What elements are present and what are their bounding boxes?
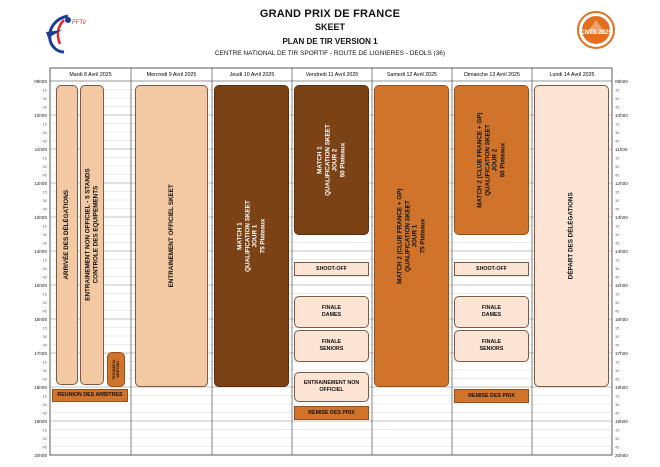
time-label-left: 45 — [42, 308, 47, 314]
time-label-right: 30 — [615, 299, 620, 305]
time-label-right: 15 — [615, 189, 620, 195]
time-label-left: 45 — [42, 274, 47, 280]
match1-day2-block — [294, 85, 369, 235]
time-label-right: 17h00 — [615, 350, 628, 356]
time-label-right: 45 — [615, 274, 620, 280]
time-label-left: 45 — [42, 172, 47, 178]
time-label-left: 10h00 — [34, 112, 47, 118]
time-label-left: 15 — [42, 393, 47, 399]
time-label-left: 11h00 — [34, 146, 47, 152]
time-label-right: 16h00 — [615, 316, 628, 322]
day-header: Mardi 8 Avril 2025 — [69, 72, 112, 78]
time-label-right: 18h00 — [615, 384, 628, 390]
time-label-left: 30 — [42, 435, 47, 441]
time-label-left: 14h00 — [34, 248, 47, 254]
time-label-left: 30 — [42, 401, 47, 407]
time-label-left: 16h00 — [34, 316, 47, 322]
awards-block-sun — [454, 389, 529, 403]
time-label-right: 15 — [615, 87, 620, 93]
match1-day1-block — [214, 85, 289, 387]
time-label-left: 19h00 — [34, 418, 47, 424]
departure-block — [534, 85, 609, 387]
time-label-left: 15h00 — [34, 282, 47, 288]
time-label-right: 45 — [615, 444, 620, 450]
shootoff-block-fri — [294, 262, 369, 276]
awards-block-fri — [294, 406, 369, 420]
referee-meeting-block — [52, 389, 128, 402]
time-label-left: 30 — [42, 197, 47, 203]
time-label-right: 30 — [615, 435, 620, 441]
time-label-right: 09h00 — [615, 78, 628, 84]
time-label-right: 12h00 — [615, 180, 628, 186]
block-label: SHOOT-OFF — [476, 265, 507, 272]
time-label-left: 30 — [42, 333, 47, 339]
day-header: Jeudi 10 Avril 2025 — [229, 72, 275, 78]
time-label-left: 20h00 — [34, 452, 47, 458]
block-label: MATCH 2 (CLUB FRANCE + GP) QUALIFICATION SKEET JOUR 1 75 Plateaux — [396, 188, 427, 284]
day-header: Vendredi 11 Avril 2025 — [305, 72, 359, 78]
time-label-right: 15 — [615, 393, 620, 399]
time-label-right: 30 — [615, 333, 620, 339]
time-label-left: 15 — [42, 257, 47, 263]
time-label-right: 45 — [615, 138, 620, 144]
time-label-right: 30 — [615, 129, 620, 135]
page-subtitle: SKEET — [314, 22, 345, 32]
time-label-left: 45 — [42, 240, 47, 246]
time-label-right: 45 — [615, 206, 620, 212]
time-label-left: 15 — [42, 189, 47, 195]
time-label-left: 15 — [42, 427, 47, 433]
time-label-left: 45 — [42, 410, 47, 416]
block-label: SHOOT-OFF — [316, 265, 347, 272]
time-label-right: 14h00 — [615, 248, 628, 254]
time-label-left: 30 — [42, 231, 47, 237]
time-label-right: 15 — [615, 359, 620, 365]
block-label: REMISE DES PRIX — [468, 392, 515, 399]
time-label-right: 10h00 — [615, 112, 628, 118]
time-label-right: 30 — [615, 265, 620, 271]
time-label-left: 30 — [42, 299, 47, 305]
official-training-block — [135, 85, 208, 387]
time-label-right: 15 — [615, 291, 620, 297]
time-label-left: 15 — [42, 325, 47, 331]
time-label-right: 15 — [615, 427, 620, 433]
page-title: GRAND PRIX DE FRANCE — [259, 8, 401, 20]
time-label-left: 15 — [42, 121, 47, 127]
block-label: MATCH 2 (CLUB FRANCE + GP) QUALIFICATION SKEET JOUR 2 50 Plateaux — [476, 112, 507, 208]
match2-day2-block — [454, 85, 529, 235]
arrival-block — [56, 85, 78, 385]
time-label-right: 15 — [615, 257, 620, 263]
time-label-right: 45 — [615, 104, 620, 110]
unofficial-training-fri-block — [294, 372, 369, 402]
time-label-right: 45 — [615, 410, 620, 416]
time-label-left: 17h00 — [34, 350, 47, 356]
time-label-right: 45 — [615, 376, 620, 382]
time-label-right: 45 — [615, 240, 620, 246]
block-label: ENTRAINEMENT OFFICIEL SKEET — [167, 184, 175, 288]
time-label-right: 13h00 — [615, 214, 628, 220]
time-label-left: 30 — [42, 163, 47, 169]
time-label-left: 09h00 — [34, 78, 47, 84]
time-label-right: 30 — [615, 197, 620, 203]
time-label-left: 45 — [42, 342, 47, 348]
time-label-left: 18h00 — [34, 384, 47, 390]
time-label-right: 45 — [615, 172, 620, 178]
time-label-right: 15 — [615, 325, 620, 331]
block-label: FINALE SENIORS — [479, 339, 504, 352]
time-label-left: 30 — [42, 95, 47, 101]
time-label-right: 30 — [615, 367, 620, 373]
plan-version: PLAN DE TIR VERSION 1 — [282, 37, 378, 46]
time-label-right: 45 — [615, 308, 620, 314]
time-label-right: 30 — [615, 231, 620, 237]
block-label: FINALE DAMES — [481, 305, 502, 318]
time-label-right: 15 — [615, 121, 620, 127]
match2-day1-block — [374, 85, 449, 387]
block-label: ENTRAINEMENT NON OFFICIEL - 5 STANDS CONTROLE DES EQUIPEMENTS — [84, 168, 100, 302]
block-label: FINALE DAMES — [321, 305, 342, 318]
day-header: Dimanche 13 Avril 2025 — [464, 72, 520, 78]
final-seniors-block-fri — [294, 330, 369, 362]
block-label: FINALE SENIORS — [319, 339, 344, 352]
block-label: MATCH 1 QUALIFICATION SKEET JOUR 1 75 Plateaux — [236, 200, 267, 272]
time-label-right: 30 — [615, 401, 620, 407]
time-label-right: 30 — [615, 95, 620, 101]
time-label-left: 30 — [42, 367, 47, 373]
block-label: DÉPART DES DÉLÉGATIONS — [567, 192, 575, 280]
block-label: REMISE DES PRIX — [308, 409, 355, 416]
time-label-left: 15 — [42, 87, 47, 93]
day-header: Mercredi 9 Avril 2025 — [146, 72, 197, 78]
time-label-left: 45 — [42, 444, 47, 450]
final-ladies-block-sun — [454, 296, 529, 328]
time-label-left: 45 — [42, 104, 47, 110]
time-label-right: 45 — [615, 342, 620, 348]
time-label-left: 15 — [42, 155, 47, 161]
technical-meeting-block — [107, 352, 125, 387]
venue-address: CENTRE NATIONAL DE TIR SPORTIF - ROUTE DE LIGNIERES - DEOLS (36) — [214, 50, 446, 57]
time-label-right: 15h00 — [615, 282, 628, 288]
cnts-wordmark: CNTS 2025 — [580, 30, 612, 36]
time-label-right: 15 — [615, 155, 620, 161]
final-seniors-block-sun — [454, 330, 529, 362]
time-label-left: 30 — [42, 129, 47, 135]
block-label: ARRIVÉE DES DÉLÉGATIONS — [63, 190, 71, 280]
time-label-right: 19h00 — [615, 418, 628, 424]
block-label: ENTRAINEMENT NON OFFICIEL — [303, 380, 360, 393]
block-label: MATCH 1 QUALIFICATION SKEET JOUR 2 50 Plateaux — [316, 124, 347, 196]
time-label-left: 15 — [42, 291, 47, 297]
unofficial-training-block — [80, 85, 104, 385]
day-header: Lundi 14 Avril 2025 — [549, 72, 595, 78]
block-label: REUNION DES ARBITRES — [57, 392, 123, 399]
time-label-right: 15 — [615, 223, 620, 229]
time-label-left: 30 — [42, 265, 47, 271]
shootoff-block-sun — [454, 262, 529, 276]
time-label-right: 11h00 — [615, 146, 628, 152]
time-label-right: 30 — [615, 163, 620, 169]
time-label-left: 15 — [42, 223, 47, 229]
time-label-left: 13h00 — [34, 214, 47, 220]
time-label-left: 45 — [42, 376, 47, 382]
block-label: TECHNICAL MEETING — [111, 359, 121, 380]
time-label-left: 45 — [42, 138, 47, 144]
time-label-left: 45 — [42, 206, 47, 212]
fftir-wordmark: FFTir — [72, 20, 87, 26]
time-label-right: 20h00 — [615, 452, 628, 458]
final-ladies-block-fri — [294, 296, 369, 328]
day-header: Samedi 12 Avril 2025 — [387, 72, 437, 78]
time-label-left: 12h00 — [34, 180, 47, 186]
time-label-left: 15 — [42, 359, 47, 365]
